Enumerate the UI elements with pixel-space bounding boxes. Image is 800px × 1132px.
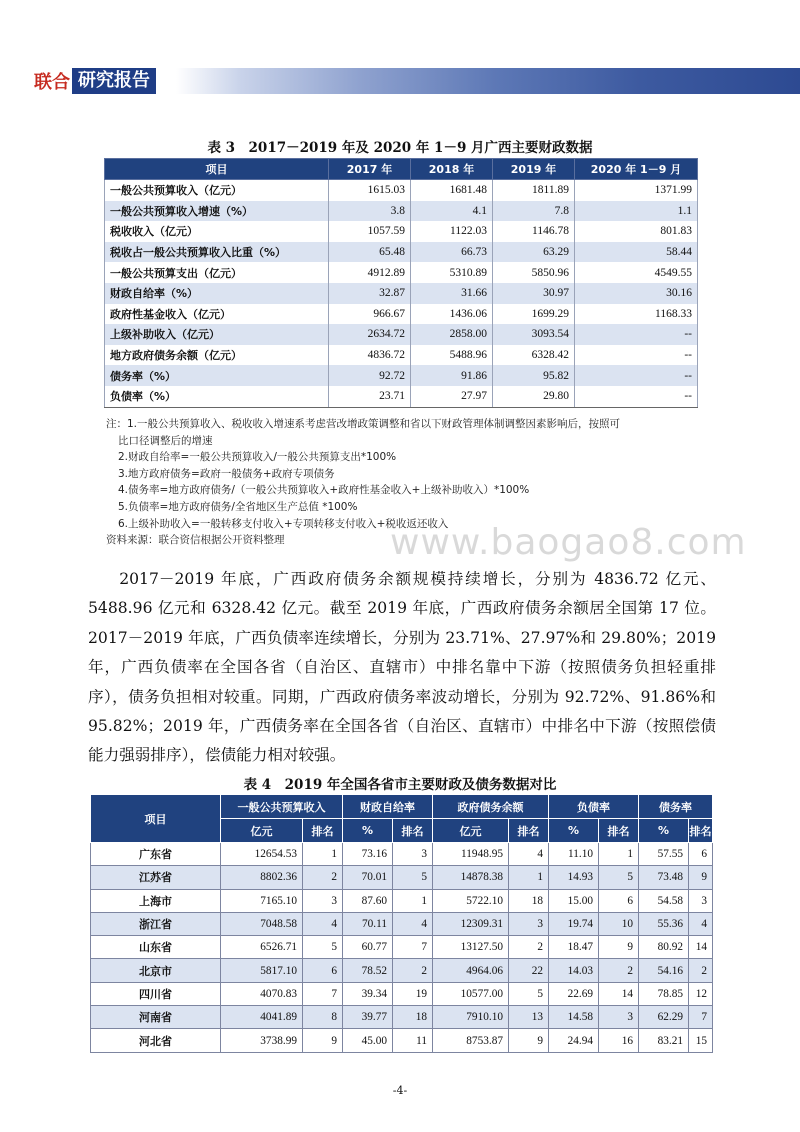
table3-row bbox=[105, 386, 698, 407]
table4-item-header: 项目 bbox=[91, 795, 221, 843]
table3-cell: 32.87 bbox=[329, 283, 411, 304]
table4-cell: 57.55 bbox=[639, 843, 689, 866]
table4-cell: 16 bbox=[599, 1029, 639, 1052]
table4-cell: 2 bbox=[509, 936, 549, 959]
table4-row bbox=[91, 982, 713, 1005]
table4-cell: 4 bbox=[303, 912, 343, 935]
table3-cell: 2858.00 bbox=[411, 324, 493, 345]
table3-cell: 1146.78 bbox=[493, 221, 575, 242]
table4-row-label: 广东省 bbox=[91, 843, 221, 866]
table4-cell: 3738.99 bbox=[221, 1029, 303, 1052]
table3-header-row bbox=[105, 159, 698, 180]
table4-sub-header: 排名 bbox=[303, 819, 343, 843]
table3-cell: -- bbox=[575, 386, 698, 407]
table4-cell: 62.29 bbox=[639, 1006, 689, 1029]
table4-cell: 18 bbox=[509, 889, 549, 912]
table4-cell: 11.10 bbox=[549, 843, 599, 866]
table3-row bbox=[105, 221, 698, 242]
table3-cell: 30.16 bbox=[575, 283, 698, 304]
table3-cell: 29.80 bbox=[493, 386, 575, 407]
table4 bbox=[90, 794, 713, 1053]
table3-row-label: 政府性基金收入（亿元） bbox=[105, 304, 329, 325]
table3-cell: 1.1 bbox=[575, 201, 698, 222]
table3-cell: 1122.03 bbox=[411, 221, 493, 242]
table3-column-header: 项目 bbox=[105, 159, 329, 180]
table3-row-label: 一般公共预算收入增速（%） bbox=[105, 201, 329, 222]
table4-cell: 5722.10 bbox=[433, 889, 509, 912]
table4-cell: 4070.83 bbox=[221, 982, 303, 1005]
table3-row bbox=[105, 365, 698, 386]
table4-group-header: 政府债务余额 bbox=[433, 795, 549, 819]
table4-cell: 7165.10 bbox=[221, 889, 303, 912]
table4-cell: 14 bbox=[599, 982, 639, 1005]
table4-row bbox=[91, 1006, 713, 1029]
table3-cell: 1615.03 bbox=[329, 180, 411, 201]
table4-cell: 11 bbox=[393, 1029, 433, 1052]
table4-row-label: 四川省 bbox=[91, 982, 221, 1005]
table3-cell: 7.8 bbox=[493, 201, 575, 222]
table4-cell: 7 bbox=[689, 1006, 713, 1029]
table3-cell: 30.97 bbox=[493, 283, 575, 304]
table4-row-label: 浙江省 bbox=[91, 912, 221, 935]
table4-group-header-row bbox=[91, 795, 713, 819]
table4-cell: 1 bbox=[599, 843, 639, 866]
table3-row bbox=[105, 242, 698, 263]
note-3: 3.地方政府债务=政府一般债务+政府专项债务 bbox=[118, 467, 335, 480]
table4-cell: 18.47 bbox=[549, 936, 599, 959]
table4-cell: 3 bbox=[303, 889, 343, 912]
table3-row-label: 债务率（%） bbox=[105, 365, 329, 386]
table4-cell: 54.58 bbox=[639, 889, 689, 912]
table3-row-label: 税收占一般公共预算收入比重（%） bbox=[105, 242, 329, 263]
table4-cell: 15 bbox=[689, 1029, 713, 1052]
table3-column-header: 2020 年 1－9 月 bbox=[575, 159, 698, 180]
table4-cell: 6 bbox=[303, 959, 343, 982]
table4-cell: 14878.38 bbox=[433, 866, 509, 889]
table3-cell: 4912.89 bbox=[329, 262, 411, 283]
table3-cell: 31.66 bbox=[411, 283, 493, 304]
table4-cell: 2 bbox=[689, 959, 713, 982]
table3-cell: 1436.06 bbox=[411, 304, 493, 325]
table4-caption: 表 4 2019 年全国各省市主要财政及债务数据对比 bbox=[243, 777, 557, 793]
table3-cell: 92.72 bbox=[329, 365, 411, 386]
table4-cell: 83.21 bbox=[639, 1029, 689, 1052]
table4-cell: 12309.31 bbox=[433, 912, 509, 935]
table4-cell: 39.34 bbox=[343, 982, 393, 1005]
table4-cell: 12654.53 bbox=[221, 843, 303, 866]
table3-cell: -- bbox=[575, 345, 698, 366]
table4-row-label: 北京市 bbox=[91, 959, 221, 982]
table4-cell: 5 bbox=[393, 866, 433, 889]
table4-row-label: 河南省 bbox=[91, 1006, 221, 1029]
table3-cell: 966.67 bbox=[329, 304, 411, 325]
note-2: 2.财政自给率=一般公共预算收入/一般公共预算支出*100% bbox=[118, 451, 397, 464]
table4-cell: 2 bbox=[393, 959, 433, 982]
table4-cell: 22.69 bbox=[549, 982, 599, 1005]
table4-cell: 22 bbox=[509, 959, 549, 982]
table3-caption: 表 3 2017－2019 年及 2020 年 1－9 月广西主要财政数据 bbox=[207, 140, 593, 156]
table3-row bbox=[105, 262, 698, 283]
table4-sub-header: % bbox=[639, 819, 689, 843]
table3-cell: 1811.89 bbox=[493, 180, 575, 201]
note-1b: 比口径调整后的增速 bbox=[118, 434, 213, 447]
table4-row bbox=[91, 843, 713, 866]
table4-cell: 5 bbox=[509, 982, 549, 1005]
table3-cell: 2634.72 bbox=[329, 324, 411, 345]
table4-cell: 7910.10 bbox=[433, 1006, 509, 1029]
table4-group-header: 债务率 bbox=[639, 795, 713, 819]
table3-cell: 27.97 bbox=[411, 386, 493, 407]
table3 bbox=[104, 158, 698, 408]
table4-cell: 7 bbox=[303, 982, 343, 1005]
brand-text-b: 研究报告 bbox=[72, 68, 156, 94]
table4-cell: 6526.71 bbox=[221, 936, 303, 959]
table4-cell: 73.16 bbox=[343, 843, 393, 866]
table4-cell: 6 bbox=[689, 843, 713, 866]
table4-cell: 60.77 bbox=[343, 936, 393, 959]
table3-row bbox=[105, 304, 698, 325]
table4-cell: 4 bbox=[509, 843, 549, 866]
table4-cell: 19.74 bbox=[549, 912, 599, 935]
table4-cell: 4964.06 bbox=[433, 959, 509, 982]
table3-row-label: 财政自给率（%） bbox=[105, 283, 329, 304]
table4-row-label: 河北省 bbox=[91, 1029, 221, 1052]
data-source: 资料来源：联合资信根据公开资料整理 bbox=[106, 534, 285, 547]
table4-cell: 1 bbox=[509, 866, 549, 889]
table4-cell: 5 bbox=[303, 936, 343, 959]
table3-row-label: 一般公共预算收入（亿元） bbox=[105, 180, 329, 201]
table3-cell: 1681.48 bbox=[411, 180, 493, 201]
table4-sub-header: 排名 bbox=[689, 819, 713, 843]
table4-cell: 9 bbox=[689, 866, 713, 889]
table4-cell: 19 bbox=[393, 982, 433, 1005]
table4-row bbox=[91, 936, 713, 959]
table4-cell: 2 bbox=[599, 959, 639, 982]
table4-sub-header: 排名 bbox=[509, 819, 549, 843]
watermark: www.baogao8.com bbox=[390, 522, 747, 563]
table4-cell: 14.93 bbox=[549, 866, 599, 889]
table4-cell: 70.11 bbox=[343, 912, 393, 935]
table4-sub-header: 亿元 bbox=[221, 819, 303, 843]
table4-row-label: 山东省 bbox=[91, 936, 221, 959]
table4-cell: 12 bbox=[689, 982, 713, 1005]
table4-cell: 3 bbox=[599, 1006, 639, 1029]
table3-row-label: 税收收入（亿元） bbox=[105, 221, 329, 242]
table4-row bbox=[91, 959, 713, 982]
table4-cell: 54.16 bbox=[639, 959, 689, 982]
table3-row-label: 上级补助收入（亿元） bbox=[105, 324, 329, 345]
table3-cell: 5850.96 bbox=[493, 262, 575, 283]
table4-row-label: 上海市 bbox=[91, 889, 221, 912]
table4-cell: 5817.10 bbox=[221, 959, 303, 982]
table3-row-label: 负债率（%） bbox=[105, 386, 329, 407]
table4-cell: 1 bbox=[393, 889, 433, 912]
table3-cell: 66.73 bbox=[411, 242, 493, 263]
table4-cell: 39.77 bbox=[343, 1006, 393, 1029]
table3-cell: 801.83 bbox=[575, 221, 698, 242]
table4-cell: 2 bbox=[303, 866, 343, 889]
table4-cell: 4 bbox=[689, 912, 713, 935]
table3-row bbox=[105, 283, 698, 304]
table3-cell: 91.86 bbox=[411, 365, 493, 386]
table4-row bbox=[91, 1029, 713, 1052]
table3-row-label: 一般公共预算支出（亿元） bbox=[105, 262, 329, 283]
table4-cell: 3 bbox=[689, 889, 713, 912]
table3-row bbox=[105, 180, 698, 201]
note-5: 5.负债率=地方政府债务/全省地区生产总值 *100% bbox=[118, 500, 358, 513]
table3-cell: 63.29 bbox=[493, 242, 575, 263]
table4-cell: 4041.89 bbox=[221, 1006, 303, 1029]
table3-cell: 5310.89 bbox=[411, 262, 493, 283]
table4-cell: 14 bbox=[689, 936, 713, 959]
table4-cell: 78.85 bbox=[639, 982, 689, 1005]
table4-cell: 18 bbox=[393, 1006, 433, 1029]
table4-group-header: 财政自给率 bbox=[343, 795, 433, 819]
table4-cell: 8753.87 bbox=[433, 1029, 509, 1052]
table4-cell: 10577.00 bbox=[433, 982, 509, 1005]
table3-column-header: 2018 年 bbox=[411, 159, 493, 180]
note-4: 4.债务率=地方政府债务/（一般公共预算收入+政府性基金收入+上级补助收入）*100% bbox=[118, 484, 530, 497]
table4-cell: 3 bbox=[393, 843, 433, 866]
table4-cell: 14.58 bbox=[549, 1006, 599, 1029]
table3-cell: 3.8 bbox=[329, 201, 411, 222]
table4-row bbox=[91, 912, 713, 935]
table4-group-header: 负债率 bbox=[549, 795, 639, 819]
table4-cell: 5 bbox=[599, 866, 639, 889]
table4-cell: 1 bbox=[303, 843, 343, 866]
table4-cell: 4 bbox=[393, 912, 433, 935]
table3-cell: 3093.54 bbox=[493, 324, 575, 345]
table3-row bbox=[105, 345, 698, 366]
table4-cell: 73.48 bbox=[639, 866, 689, 889]
table4-cell: 10 bbox=[599, 912, 639, 935]
table4-sub-header: 亿元 bbox=[433, 819, 509, 843]
table4-cell: 24.94 bbox=[549, 1029, 599, 1052]
table3-cell: 4836.72 bbox=[329, 345, 411, 366]
table4-cell: 9 bbox=[509, 1029, 549, 1052]
table3-cell: -- bbox=[575, 324, 698, 345]
brand-logo bbox=[34, 68, 156, 94]
table4-cell: 8802.36 bbox=[221, 866, 303, 889]
table3-cell: -- bbox=[575, 365, 698, 386]
table4-cell: 78.52 bbox=[343, 959, 393, 982]
table4-cell: 8 bbox=[303, 1006, 343, 1029]
table4-cell: 87.60 bbox=[343, 889, 393, 912]
table4-sub-header: 排名 bbox=[599, 819, 639, 843]
table3-cell: 4.1 bbox=[411, 201, 493, 222]
table4-sub-header: 排名 bbox=[393, 819, 433, 843]
table4-cell: 45.00 bbox=[343, 1029, 393, 1052]
table4-cell: 3 bbox=[509, 912, 549, 935]
table4-cell: 70.01 bbox=[343, 866, 393, 889]
brand-text-a: 联合 bbox=[34, 72, 70, 93]
table4-row bbox=[91, 889, 713, 912]
note-1a: 注：1.一般公共预算收入、税收收入增速系考虑营改增政策调整和省以下财政管理体制调整因素影响后，按照可 bbox=[106, 418, 621, 430]
table4-cell: 13127.50 bbox=[433, 936, 509, 959]
table3-row-label: 地方政府债务余额（亿元） bbox=[105, 345, 329, 366]
table4-cell: 6 bbox=[599, 889, 639, 912]
table3-cell: 1168.33 bbox=[575, 304, 698, 325]
table4-cell: 11948.95 bbox=[433, 843, 509, 866]
table3-cell: 5488.96 bbox=[411, 345, 493, 366]
table4-sub-header: % bbox=[549, 819, 599, 843]
body-paragraph: 2017－2019 年底，广西政府债务余额规模持续增长，分别为 4836.72 亿元、5488.96 亿元和 6328.42 亿元。截至 2019 年底，广西政府债务余额居全国第 17 位。2017－2019 年底，广西负债率连续增长，分别为 23.71%、27.97%和 29.80%；2019 年，广西负债率在全国各省（自治区、直辖市）中排名靠中下游（按照债务负担轻重排序），债务负担相对较重。同期，广西政府债务率波动增长，分别为 92.72%、91.86%和 95.82%；2019 年，广西债务率在全国各省（自治区、直辖市）中排名中下游（按照偿债能力强弱排序），偿债能力相对较强。 bbox=[88, 570, 716, 765]
table4-row bbox=[91, 866, 713, 889]
table4-cell: 80.92 bbox=[639, 936, 689, 959]
table3-row bbox=[105, 324, 698, 345]
table3-cell: 58.44 bbox=[575, 242, 698, 263]
table3-cell: 1371.99 bbox=[575, 180, 698, 201]
table3-cell: 65.48 bbox=[329, 242, 411, 263]
table3-column-header: 2019 年 bbox=[493, 159, 575, 180]
table4-cell: 15.00 bbox=[549, 889, 599, 912]
table3-cell: 95.82 bbox=[493, 365, 575, 386]
table4-row-label: 江苏省 bbox=[91, 866, 221, 889]
table4-group-header: 一般公共预算收入 bbox=[221, 795, 343, 819]
table3-cell: 4549.55 bbox=[575, 262, 698, 283]
table4-cell: 13 bbox=[509, 1006, 549, 1029]
note-6: 6.上级补助收入=一般转移支付收入+专项转移支付收入+税收返还收入 bbox=[118, 517, 449, 530]
table4-cell: 7048.58 bbox=[221, 912, 303, 935]
table3-cell: 23.71 bbox=[329, 386, 411, 407]
table3-cell: 1057.59 bbox=[329, 221, 411, 242]
table3-column-header: 2017 年 bbox=[329, 159, 411, 180]
table4-cell: 7 bbox=[393, 936, 433, 959]
table3-row bbox=[105, 201, 698, 222]
table4-sub-header: % bbox=[343, 819, 393, 843]
table4-cell: 9 bbox=[303, 1029, 343, 1052]
table3-cell: 6328.42 bbox=[493, 345, 575, 366]
table4-cell: 9 bbox=[599, 936, 639, 959]
table4-cell: 14.03 bbox=[549, 959, 599, 982]
page-number: -4- bbox=[392, 1084, 408, 1097]
table4-cell: 55.36 bbox=[639, 912, 689, 935]
table3-cell: 1699.29 bbox=[493, 304, 575, 325]
